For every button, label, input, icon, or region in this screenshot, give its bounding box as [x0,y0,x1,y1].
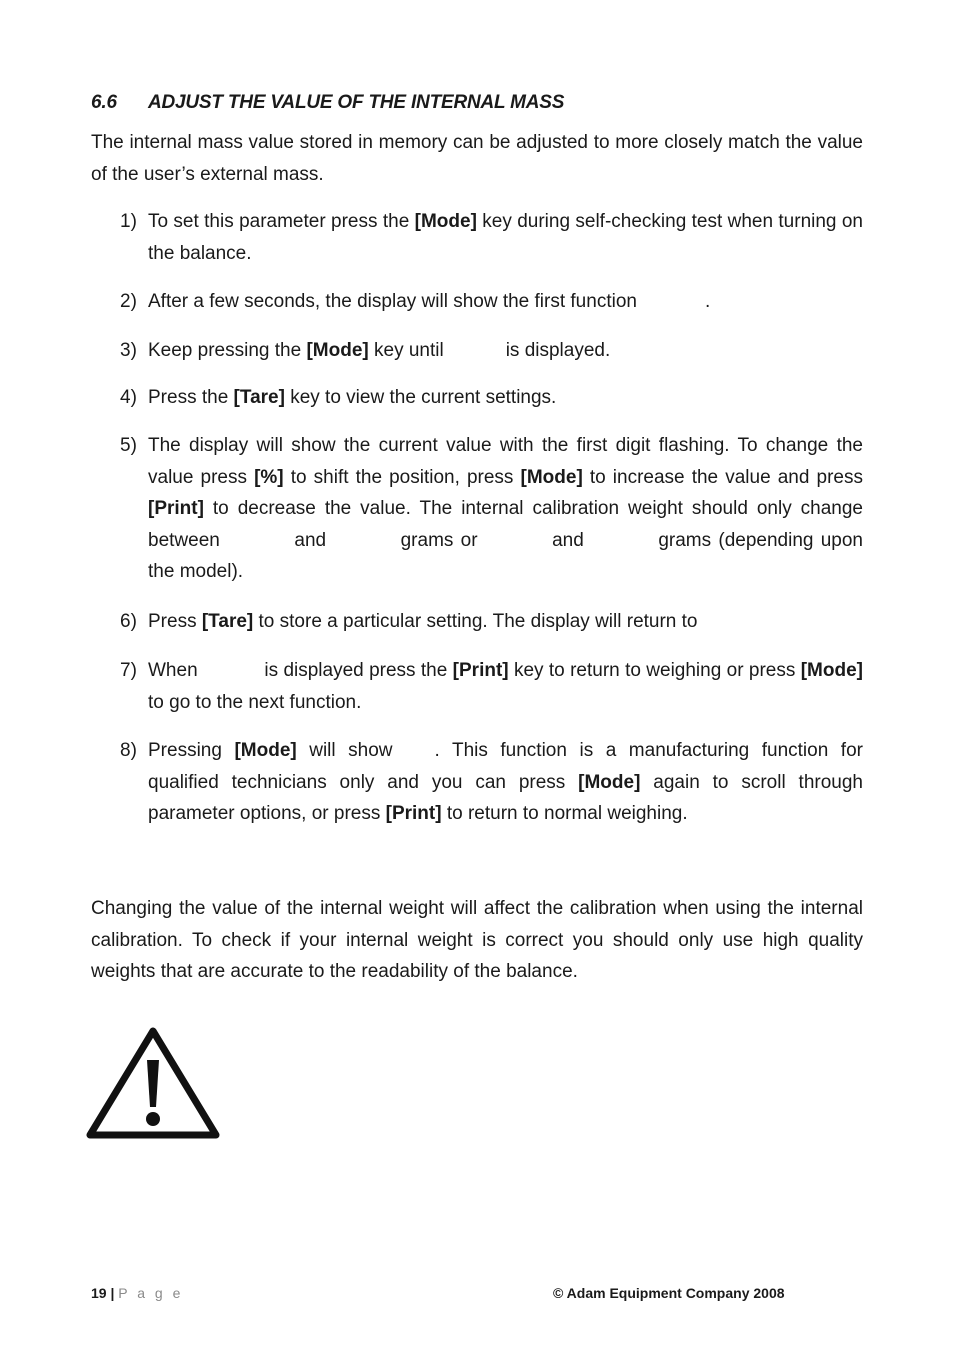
list-item [120,655,863,718]
item-text: Press the [Tare] key to view the current settings. [148,387,557,408]
warning-triangle-icon [86,1025,220,1143]
item-text: Press [Tare] to store a particular setting. The display will return to [148,611,698,632]
item-number: 4) [120,387,137,408]
copyright: © Adam Equipment Company 2008 [553,1285,785,1301]
item-text: Keep pressing the [Mode] key until is displayed. [148,340,611,361]
section-title: ADJUST THE VALUE OF THE INTERNAL MASS [148,92,565,113]
note-paragraph: Changing the value of the internal weight will affect the calibration when using the internal calibration. To check if your internal weight is correct you should only use high quality weights that are accurate to the readability of the balance. [91,898,863,982]
list-item [120,606,863,638]
list-item [120,735,863,830]
list-item [120,335,863,367]
item-number: 3) [120,340,137,361]
section-heading [91,92,564,114]
page-number: 19 | P a g e [91,1285,184,1301]
item-number: 2) [120,291,137,312]
item-number: 6) [120,611,137,632]
list-item [120,206,863,269]
section-number: 6.6 [91,92,117,113]
item-number: 5) [120,435,137,456]
item-number: 7) [120,660,137,681]
list-item [120,430,863,588]
item-text: Pressing [Mode] will show . This function is a manufacturing function for qualified technicians only and you can press [Mode] again to scroll through parameter options, or press [Print] to return to normal weighing. [148,740,863,824]
list-item [120,382,863,414]
item-text: To set this parameter press the [Mode] key during self-checking test when turning on the balance. [148,211,863,264]
item-text: The display will show the current value with the first digit flashing. To change the value press [%] to shift the position, press [Mode] to increase the value and press [Print] to decrease the value. The internal calibration weight should only change between and grams or and grams (depending upon the model). [148,435,864,582]
intro-paragraph: The internal mass value stored in memory can be adjusted to more closely match the value of the user’s external mass. [91,132,863,185]
item-text: After a few seconds, the display will show the first function . [148,291,711,312]
item-number: 8) [120,740,137,761]
list-item [120,286,863,318]
item-text: When is displayed press the [Print] key to return to weighing or press [Mode] to go to the next function. [148,660,863,713]
item-number: 1) [120,211,137,232]
